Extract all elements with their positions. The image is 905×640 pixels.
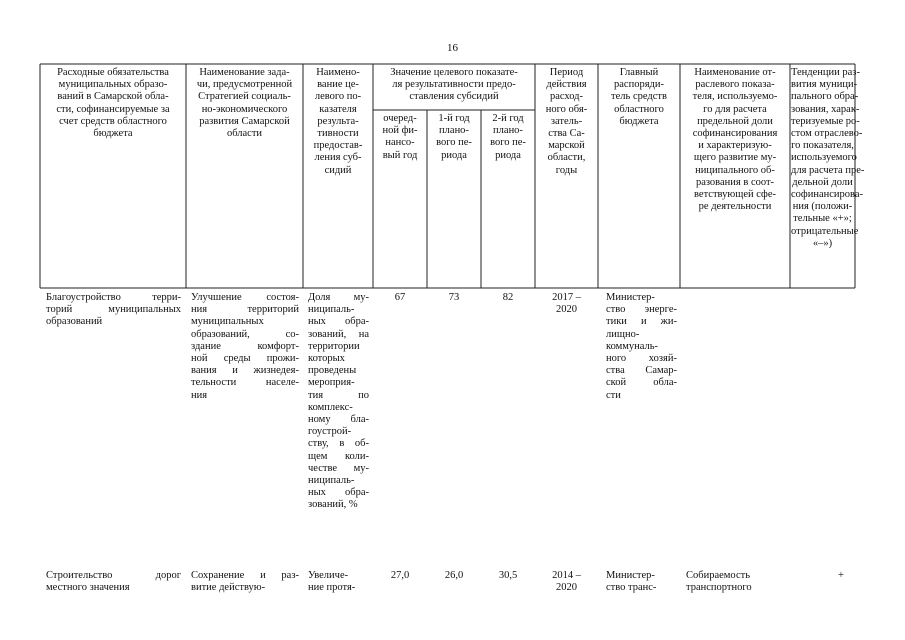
text-line: чи, предусмотренной (196, 79, 293, 91)
text-line: вого пе- (490, 137, 526, 149)
text-line: Увеличе- (308, 570, 349, 581)
text-line: нансо- (385, 137, 415, 149)
text-line: вого пе- (436, 137, 472, 149)
text-line: Благоустройство терри- (46, 292, 181, 303)
text-line: сти (606, 389, 621, 401)
text-line: честве му- (308, 462, 369, 474)
text-line: сидий (324, 164, 352, 176)
text-line: транспортного (686, 582, 752, 594)
text-line: ниципаль- (308, 475, 355, 487)
text-line: лищно- (606, 328, 640, 340)
row1-indicator (308, 292, 369, 512)
text-line: торий муниципальных (46, 304, 181, 316)
text-line: щем коли- (308, 450, 369, 462)
text-line: ных обра- (308, 316, 369, 328)
header-sector-indicator (681, 67, 789, 213)
header-target-value-group (374, 67, 534, 104)
text-line: для расчета пре- (791, 164, 865, 176)
text-line: разования в соот- (695, 176, 775, 188)
text-line: Наимено- (316, 67, 360, 78)
text-line: риода (441, 149, 467, 161)
text-line: Доля му- (308, 292, 369, 303)
row1-ministry (606, 292, 677, 402)
text-line: тельности населе- (191, 377, 299, 389)
text-line: тельные «+»; (793, 213, 852, 225)
text-line: результа- (317, 115, 359, 127)
text-line: вития муници- (791, 79, 858, 91)
header-current-year (374, 113, 426, 162)
text-line: бюджета (619, 115, 659, 127)
text-line: 2020 (556, 304, 577, 316)
text-line: 2014 – (552, 570, 581, 581)
text-line: очеред- (383, 113, 417, 124)
text-line: используемого (791, 152, 857, 164)
text-line: муниципальных образо- (58, 79, 168, 91)
text-line: софинансирова- (791, 189, 863, 201)
header-trends (791, 67, 865, 250)
row2-task (191, 570, 299, 594)
text-line: областного (614, 103, 664, 115)
row2-value-year1: 26,0 (444, 570, 464, 581)
text-line: действия (546, 79, 587, 91)
text-line: ние протя- (308, 582, 356, 594)
header-strategy-task (187, 67, 302, 140)
text-line: области, (547, 152, 586, 164)
text-line: дельной доли (792, 176, 853, 188)
text-line: бюджета (93, 128, 133, 140)
text-line: ской обла- (606, 377, 677, 389)
text-line: теля, используемо- (692, 91, 778, 103)
text-line: ниципального об- (695, 164, 775, 176)
text-line: Наименование от- (694, 67, 776, 78)
text-line: ветствующей сфе- (694, 189, 776, 201)
text-line: гоустрой- (308, 426, 352, 438)
text-line: счет средств областного (59, 115, 167, 127)
text-line: ваний в Самарской обла- (57, 91, 169, 103)
text-line: проведены (308, 365, 357, 377)
text-line: щего развитие му- (693, 152, 777, 164)
text-line: Наименование зада- (199, 67, 290, 78)
header-plan-year-1 (428, 113, 480, 162)
text-line: 2-й год (492, 113, 524, 124)
text-line: риода (495, 149, 521, 161)
text-line: вания и жизнедея- (191, 365, 299, 377)
text-line: Улучшение состоя- (191, 292, 299, 303)
text-line: вый год (382, 149, 418, 161)
text-line: зований, на (308, 328, 369, 340)
header-indicator-name (304, 67, 372, 177)
text-line: левого по- (314, 91, 362, 103)
text-line: ство транс- (606, 582, 657, 594)
text-line: образований (46, 316, 103, 328)
text-line: ства Самар- (606, 365, 677, 377)
text-line: софинансирования (692, 128, 778, 140)
text-line: местного значения (46, 582, 130, 594)
text-line: казателя (319, 103, 357, 115)
row2-value-current: 27,0 (390, 570, 410, 581)
text-line: 1-й год (438, 113, 470, 124)
row1-value-current: 67 (394, 292, 406, 303)
text-line: ля результативности предо- (392, 79, 516, 91)
text-line: расход- (549, 91, 584, 103)
text-line: Главный (619, 67, 659, 78)
text-line: ной фи- (382, 125, 418, 137)
text-line: области (226, 128, 263, 140)
text-line: ния территорий (191, 304, 299, 316)
text-line: зования, харак- (791, 103, 860, 115)
text-line: ства Са- (548, 128, 585, 140)
text-line: Расходные обязательства (57, 67, 169, 78)
text-line: стом отраслево- (791, 128, 863, 140)
header-period (536, 67, 597, 177)
text-line: годы (555, 164, 578, 176)
text-line: вание це- (317, 79, 359, 91)
text-line: ному бла- (308, 414, 369, 426)
row2-period (536, 570, 597, 594)
text-line: плано- (439, 125, 469, 137)
text-line: тивности (317, 128, 359, 140)
header-plan-year-2 (482, 113, 534, 162)
text-line: мероприя- (308, 377, 355, 389)
text-line: 2020 (556, 582, 577, 594)
text-line: ния (191, 389, 208, 401)
text-line: распоряди- (614, 79, 664, 91)
text-line: тики и жи- (606, 316, 677, 328)
text-line: Период (549, 67, 584, 78)
text-line: ставления субсидий (409, 91, 499, 103)
text-line: муниципальных (191, 316, 264, 328)
text-line: ре деятельности (698, 201, 772, 213)
row2-indicator (308, 570, 369, 594)
text-line: ных обра- (308, 487, 369, 499)
header-chief-administrator (599, 67, 679, 128)
text-line: ниципаль- (308, 304, 355, 316)
text-line: Министер- (606, 292, 655, 303)
text-line: и характеризую- (698, 140, 772, 152)
row2-trend: + (838, 570, 844, 581)
text-line: зований, % (308, 499, 358, 511)
text-line: территории (308, 340, 360, 352)
text-line: «–») (812, 237, 833, 249)
text-line: Собираемость (686, 570, 750, 581)
text-line: но-экономического (201, 103, 288, 115)
text-line: ния (положи- (792, 201, 853, 213)
text-line: ной среды прожи- (191, 353, 299, 365)
row1-period (536, 292, 597, 316)
row2-value-year2: 30,5 (498, 570, 518, 581)
text-line: Строительство дорог (46, 570, 181, 581)
text-line: го для расчета (703, 103, 767, 115)
text-line: затель- (550, 115, 583, 127)
text-line: Значение целевого показате- (390, 67, 518, 78)
text-line: предельной доли (697, 115, 773, 127)
text-line: витие действую- (191, 582, 266, 594)
text-line: пального обра- (791, 91, 859, 103)
text-line: Тенденции раз- (791, 67, 860, 78)
text-line: отрицательные (791, 225, 859, 237)
text-line: комплекс- (308, 401, 353, 413)
text-line: ного обя- (545, 103, 588, 115)
text-line: коммуналь- (606, 340, 659, 352)
text-line: Министер- (606, 570, 655, 581)
text-line: ного хозяй- (606, 353, 677, 365)
row1-value-year1: 73 (448, 292, 460, 303)
text-line: раслевого показа- (695, 79, 775, 91)
text-line: Сохранение и раз- (191, 570, 299, 581)
header-obligations (41, 67, 185, 140)
text-line: здание комфорт- (191, 340, 299, 352)
row1-value-year2: 82 (502, 292, 514, 303)
text-line: образований, со- (191, 328, 299, 340)
row1-task (191, 292, 299, 402)
text-line: развития Самарской (199, 115, 290, 127)
row2-obligation (46, 570, 181, 594)
row1-obligation (46, 292, 181, 329)
page-number: 16 (447, 42, 458, 54)
text-line: 2017 – (552, 292, 581, 303)
text-line: тия по (308, 389, 369, 401)
text-line: плано- (493, 125, 523, 137)
text-line: ству, в об- (308, 438, 369, 450)
row2-ministry (606, 570, 677, 594)
text-line: сти, софинансируемые за (56, 103, 170, 115)
text-line: предостав- (313, 140, 363, 152)
text-line: ления суб- (314, 152, 362, 164)
text-line: которых (308, 353, 345, 365)
text-line: го показателя, (791, 140, 854, 152)
text-line: теризуемые ро- (791, 115, 860, 127)
text-line: тель средств (611, 91, 667, 103)
text-line: Стратегией социаль- (198, 91, 291, 103)
row2-sector-indicator (686, 570, 788, 594)
text-line: ство энерге- (606, 304, 677, 316)
text-line: марской (548, 140, 585, 152)
